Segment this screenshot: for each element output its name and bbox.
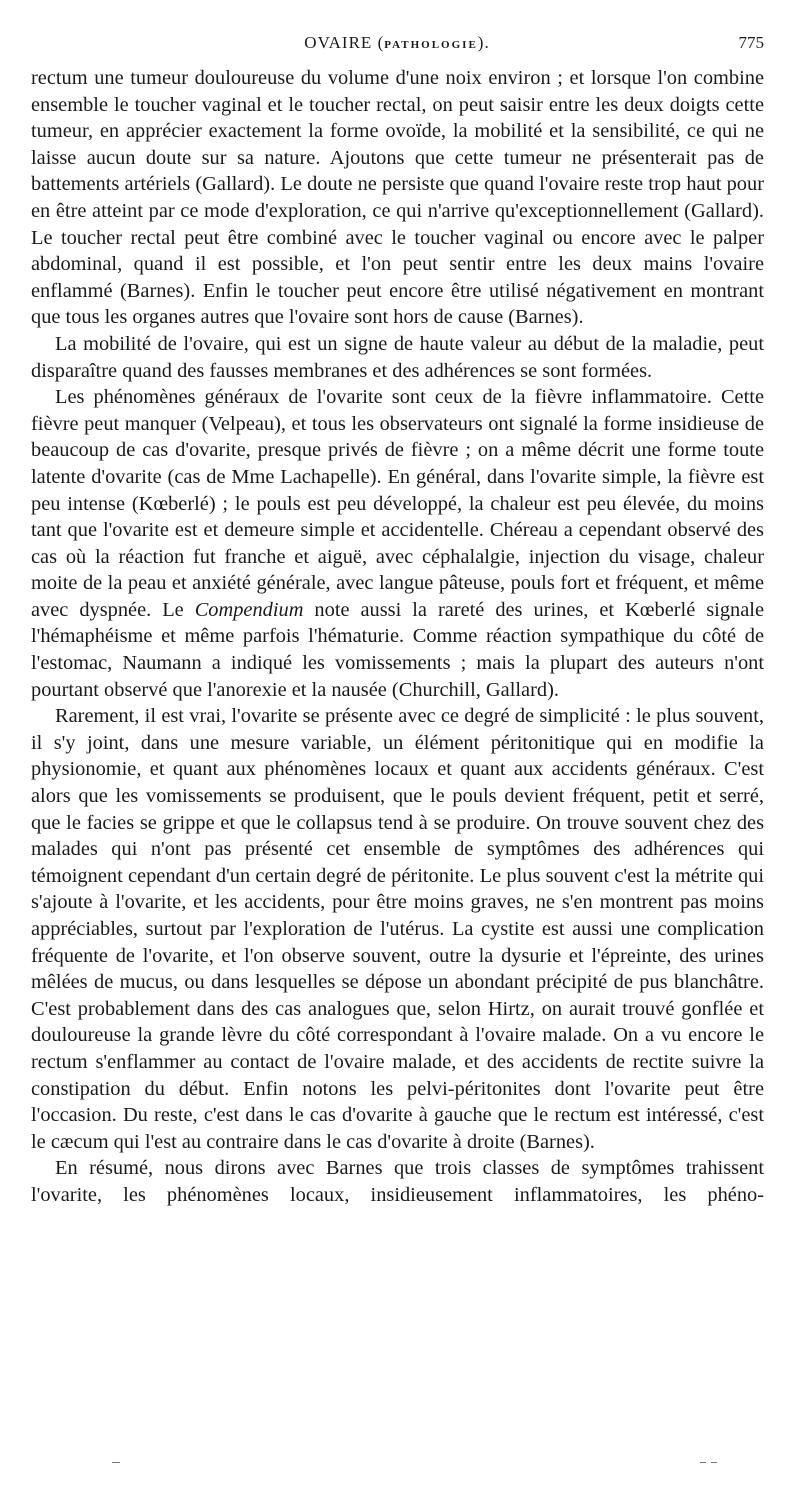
running-title-main: OVAIRE ( [304, 33, 385, 52]
footer-marks [0, 1462, 800, 1472]
paragraph-mobility: La mobilité de l'ovaire, qui est un signe de haute valeur au début de la maladie, peut disparaître quand des fausses membranes et des adhérences se sont formées. [31, 332, 764, 382]
footer-dash-right-1 [700, 1462, 706, 1463]
paragraph-general-phenomena [31, 384, 764, 703]
paragraph-summary: En résumé, nous dirons avec Barnes que trois classes de symptômes trahissent l'ovarite, les phénomènes locaux, insidieusement inflammatoires, les phéno- [31, 1157, 764, 1206]
body-text [31, 65, 764, 1209]
running-title [30, 33, 764, 53]
footer-dash-right-2 [711, 1462, 717, 1463]
paragraph-general-phenomena-text: Les phénomènes généraux de l'ovarite sont ceux de la fièvre inflammatoire. Cette fièvre peut manquer (Velpeau), et tous les observateurs ont signalé la forme insidieuse de beaucoup de cas d'ovarite, presque privés de fièvre ; on a même décrit une forme toute latente d'ovarite (cas de Mme Lachapelle). En général, dans l'ovarite simple, la fièvre est peu intense (Kœberlé) ; le pouls est peu développé, la chaleur est peu élevée, du moins tant que l'ovarite est et demeure simple et accidentelle. Chéreau a cependant observé des cas où la réaction fut franche et aiguë, avec céphalalgie, injection du visage, chaleur moite de la peau et anxiété générale, avec langue pâteuse, pouls fort et fréquent, et même avec dyspnée. Le [31, 386, 764, 621]
running-head [30, 33, 764, 61]
running-title-close: ). [477, 33, 490, 52]
footer-dash-left [112, 1462, 120, 1463]
running-title-small-caps: PATHOLOGIE [384, 39, 478, 51]
paragraph-general-phenomena-continuation: note aussi la rareté des urines, et Kœberlé signale l'hémaphéisme et même parfois l'hématurie. Comme réaction sympathique du côté de l'estomac, Naumann a indiqué les vomissements ; mais la plupart des auteurs n'ont pourtant observé que l'anorexie et la nausée (Churchill, Gallard). [31, 598, 764, 701]
compendium-italic: Compendium [194, 598, 304, 621]
paragraph-continued: rectum une tumeur douloureuse du volume d'une noix environ ; et lorsque l'on combine ensemble le toucher vaginal et le toucher rectal, on peut saisir entre les deux doigts cette tumeur, en apprécier exactement la forme ovoïde, la mobilité et la sensibilité, ce qui ne laisse aucun doute sur sa nature. Ajoutons que cette tumeur ne présenterait pas de battements artériels (Gallard). Le doute ne persiste que quand l'ovaire reste trop haut pour en être atteint par ce mode d'exploration, ce qui n'arrive qu'exceptionnellement (Gallard). Le toucher rectal peut être combiné avec le toucher vaginal ou encore avec le palper abdominal, quand il est possible, et l'on peut sentir entre les deux mains l'ovaire enflammé (Barnes). Enfin le toucher peut encore être utilisé négativement en montrant que tous les organes autres que l'ovaire sont hors de cause (Barnes). [31, 67, 764, 329]
paragraph-complications: Rarement, il est vrai, l'ovarite se présente avec ce degré de simplicité : le plus souvent, il s'y joint, dans une mesure variable, un élément péritonitique qui en modifie la physionomie, et quant aux phénomènes locaux et quant aux accidents généraux. C'est alors que les vomissements se produisent, que le pouls devient fréquent, petit et serré, que le facies se grippe et que le collapsus tend à se produire. On trouve souvent chez des malades qui n'ont pas présenté cet ensemble de symptômes des adhérences qui témoignent cependant d'un certain degré de péritonite. Le plus souvent c'est la métrite qui s'ajoute à l'ovarite, et les accidents, pour être moins graves, ne s'en montrent pas moins appréciables, surtout par l'exploration de l'utérus. La cystite est aussi une complication fréquente de l'ovarite, et l'on observe souvent, outre la dysurie et l'épreinte, des urines mêlées de mucus, ou dans lesquelles se dépose un abondant précipité de pus blanchâtre. C'est probablement dans des cas analogues que, selon Hirtz, on aurait trouvé gonflée et douloureuse la grande lèvre du côté correspondant à l'ovaire malade. On a vu encore le rectum s'enflammer au contact de l'ovaire malade, et des accidents de rectite suivre la constipation du début. Enfin notons les pelvi-péritonites dont l'ovarite peut être l'occasion. Du reste, c'est dans le cas d'ovarite à gauche que le rectum est intéressé, c'est le cæcum qui l'est au contraire dans le cas d'ovarite à droite (Barnes). [31, 705, 764, 1153]
page-number: 775 [738, 33, 764, 52]
